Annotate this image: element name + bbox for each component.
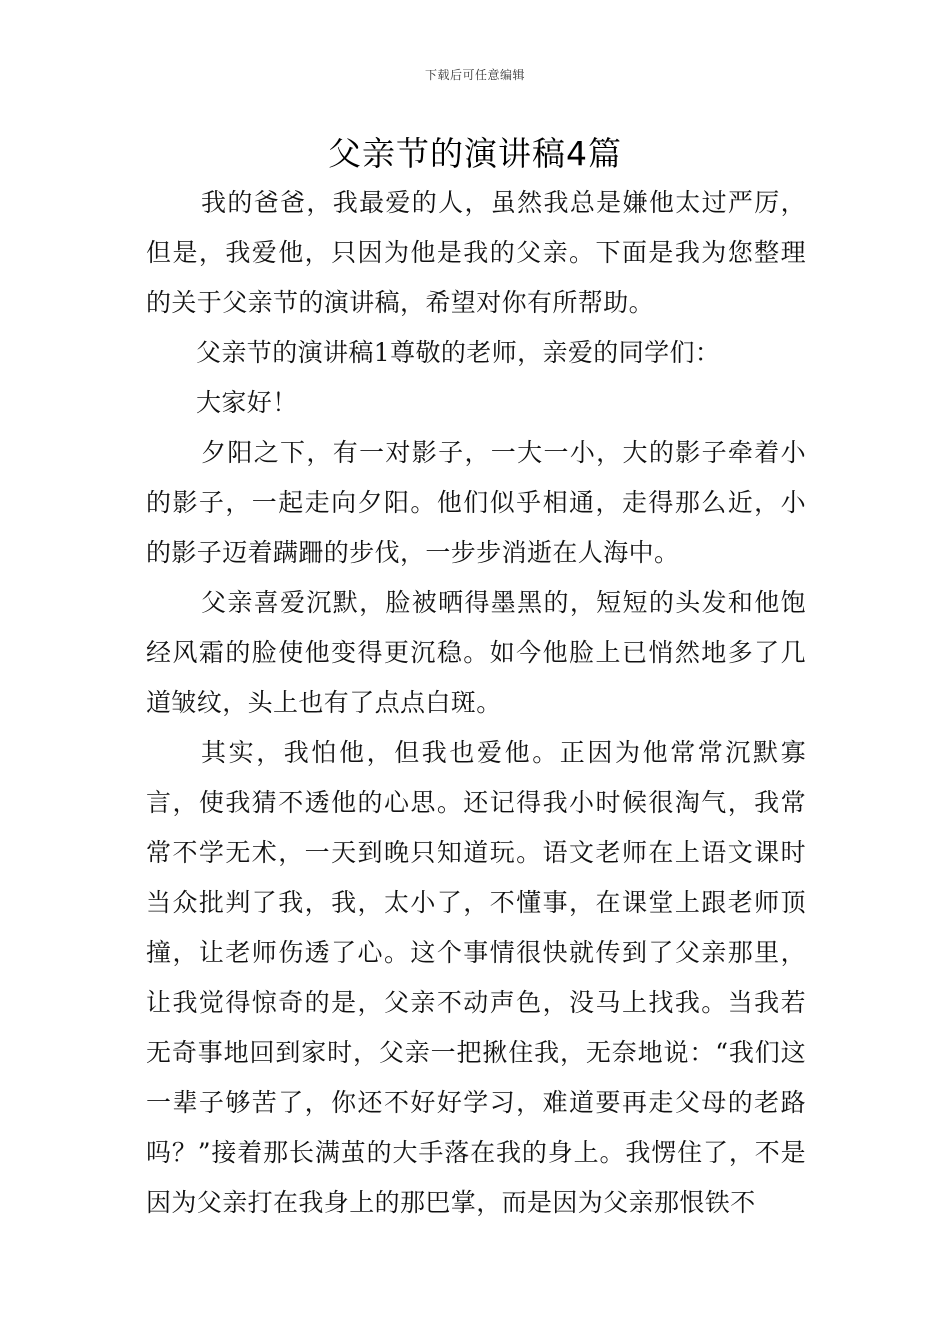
- header-note: 下载后可任意编辑: [424, 68, 525, 82]
- document-title: 父亲节的演讲稿4篇: [328, 134, 622, 173]
- intro-paragraph: 我的爸爸，我最爱的人，虽然我总是嫌他太过严厉，但是，我爱他，只因为他是我的父亲。下面是我为您整理的关于父亲节的演讲稿，希望对你有所帮助。: [146, 188, 806, 317]
- greeting-paragraph: 大家好！: [196, 388, 298, 417]
- sunset-paragraph: 夕阳之下，有一对影子，一大一小，大的影子牵着小的影子，一起走向夕阳。他们似乎相通，走得那么近，小的影子迈着蹒跚的步伐，一步步消逝在人海中。: [146, 438, 806, 567]
- document-body: [146, 178, 806, 1228]
- father-description-paragraph: 父亲喜爱沉默，脸被晒得墨黑的，短短的头发和他饱经风霜的脸使他变得更沉稳。如今他脸上已悄然地多了几道皱纹，头上也有了点点白斑。: [146, 588, 806, 717]
- speech-heading-paragraph: 父亲节的演讲稿1尊敬的老师，亲爱的同学们：: [196, 338, 721, 367]
- memory-paragraph: 其实，我怕他，但我也爱他。正因为他常常沉默寡言，使我猜不透他的心思。还记得我小时候很淘气，我常常不学无术，一天到晚只知道玩。语文老师在上语文课时当众批判了我，我，太小了，不懂事，在课堂上跟老师顶撞，让老师伤透了心。这个事情很快就传到了父亲那里，让我觉得惊奇的是，父亲不动声色，没马上找我。当我若无奇事地回到家时，父亲一把揪住我，无奈地说：“我们这一辈子够苦了，你还不好好学习，难道要再走父母的老路吗？”接着那长满茧的大手落在我的身上。我愣住了，不是因为父亲打在我身上的那巴掌，而是因为父亲那恨铁不: [146, 738, 806, 1217]
